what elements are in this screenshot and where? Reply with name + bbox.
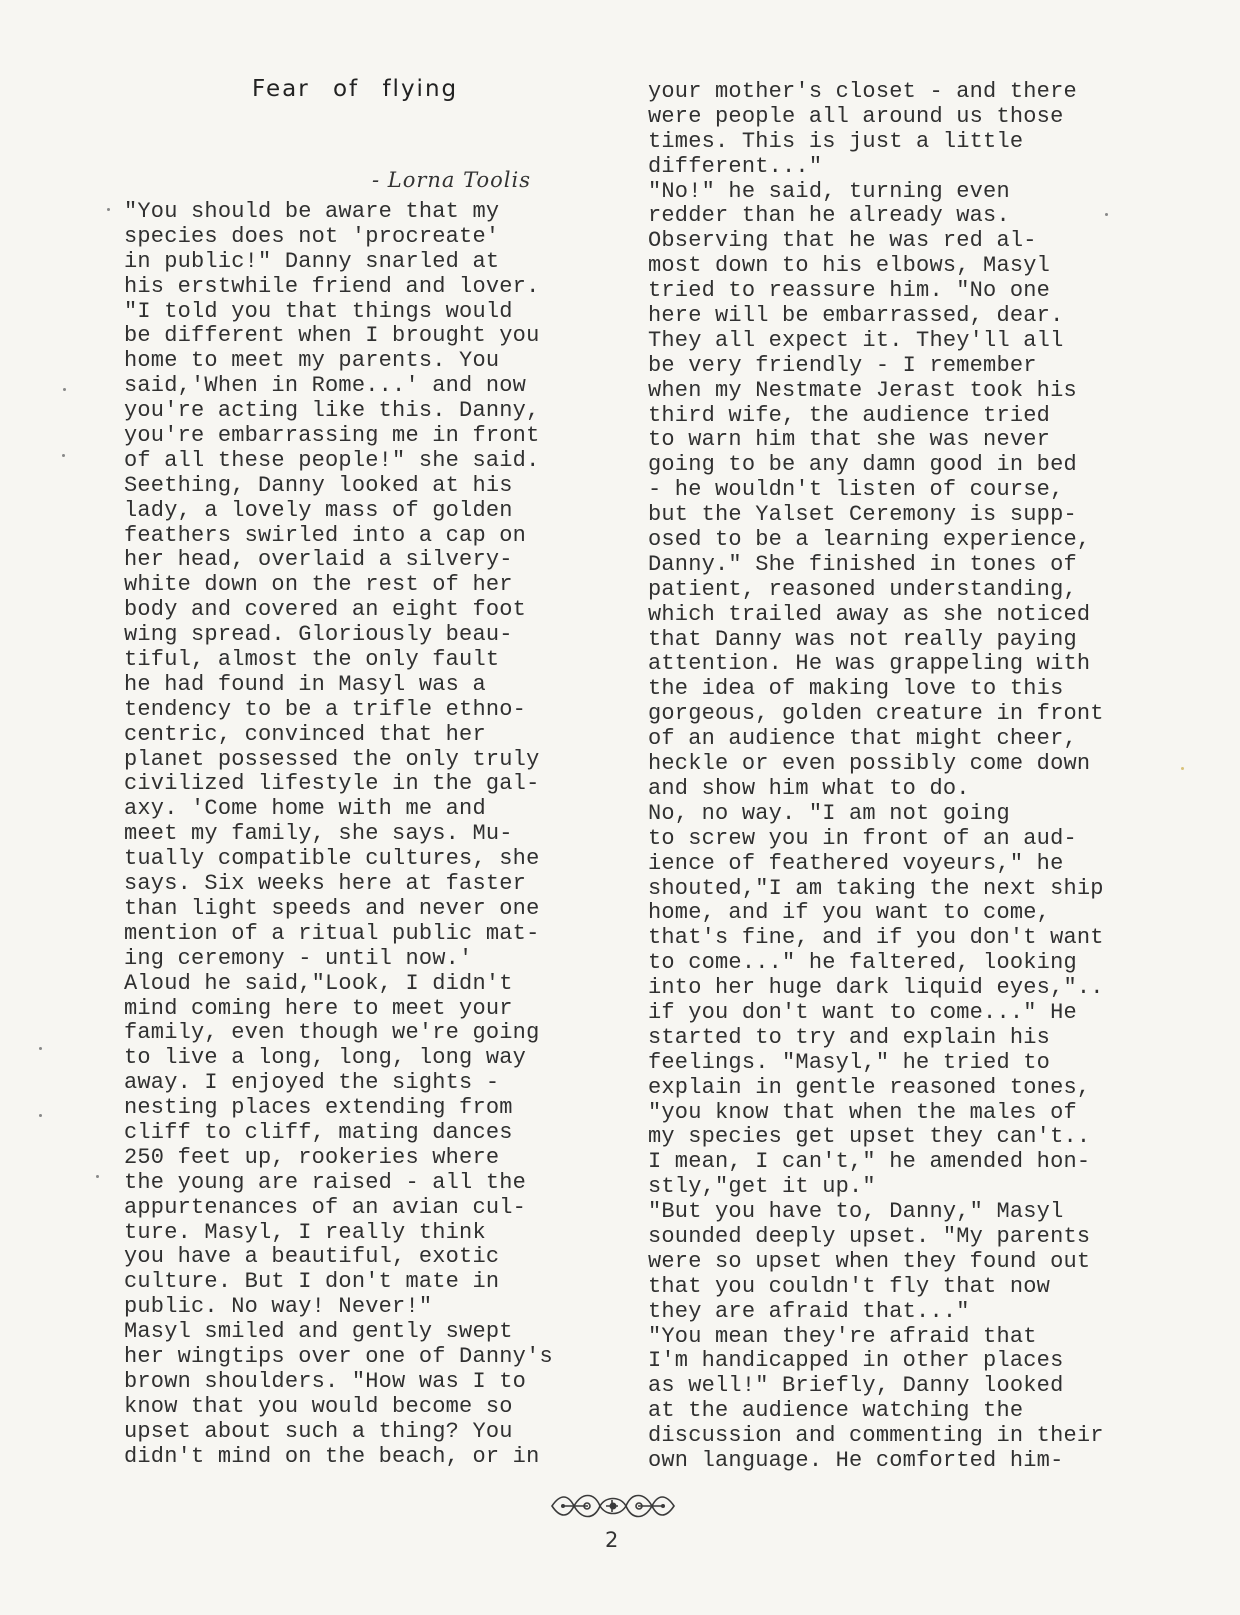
- paper-speck: [39, 1114, 42, 1117]
- text-line: shouted,"I am taking the next ship: [648, 875, 1104, 901]
- text-line: feelings. "Masyl," he tried to: [648, 1049, 1051, 1075]
- text-line: started to try and explain his: [648, 1024, 1051, 1050]
- text-line: the young are raised - all the: [124, 1169, 527, 1195]
- text-line: family, even though we're going: [124, 1020, 540, 1046]
- text-line: 250 feet up, rookeries where: [124, 1144, 500, 1170]
- text-line: but the Yalset Ceremony is supp-: [648, 502, 1077, 528]
- text-line: I'm handicapped in other places: [648, 1348, 1064, 1374]
- text-line: away. I enjoyed the sights -: [124, 1070, 500, 1096]
- text-line: says. Six weeks here at faster: [124, 871, 527, 897]
- text-line: I mean, I can't," he amended hon-: [648, 1149, 1091, 1175]
- text-line: that you couldn't fly that now: [648, 1273, 1051, 1299]
- text-line: heckle or even possibly come down: [648, 751, 1091, 777]
- text-line: were so upset when they found out: [648, 1248, 1091, 1274]
- text-line: feathers swirled into a cap on: [124, 522, 527, 548]
- text-line: "No!" he said, turning even: [648, 178, 1010, 204]
- text-line: your mother's closet - and there: [648, 79, 1077, 104]
- text-line: into her huge dark liquid eyes,"..: [648, 975, 1104, 1001]
- text-line: gorgeous, golden creature in front: [648, 701, 1104, 727]
- paper-speck: [96, 1175, 99, 1178]
- text-line: of all these people!" she said.: [124, 447, 540, 473]
- text-line: They all expect it. They'll all: [648, 327, 1064, 353]
- paper-speck: [1105, 213, 1108, 216]
- text-line: "You mean they're afraid that: [648, 1323, 1037, 1349]
- text-line: to screw you in front of an aud-: [648, 825, 1077, 851]
- text-line: times. This is just a little: [648, 128, 1024, 154]
- text-line: said,'When in Rome...' and now: [124, 373, 527, 399]
- text-line: appurtenances of an avian cul-: [124, 1194, 527, 1220]
- text-line: of an audience that might cheer,: [648, 726, 1077, 752]
- text-line: third wife, the audience tried: [648, 402, 1051, 428]
- text-line: Masyl smiled and gently swept: [124, 1319, 513, 1345]
- text-line: centric, convinced that her: [124, 721, 486, 747]
- text-line: to come..." he faltered, looking: [648, 950, 1077, 976]
- text-line: he had found in Masyl was a: [124, 671, 486, 697]
- text-line: tried to reassure him. "No one: [648, 278, 1051, 304]
- text-line: own language. He comforted him-: [648, 1447, 1064, 1473]
- text-line: be very friendly - I remember: [648, 352, 1037, 378]
- text-line: - he wouldn't listen of course,: [648, 477, 1064, 503]
- text-line: nesting places extending from: [124, 1095, 513, 1121]
- text-line: "But you have to, Danny," Masyl: [648, 1199, 1064, 1225]
- text-line: Observing that he was red al-: [648, 228, 1037, 254]
- text-line: wing spread. Gloriously beau-: [124, 622, 513, 648]
- text-line: here will be embarrassed, dear.: [648, 303, 1064, 329]
- text-line: as well!" Briefly, Danny looked: [648, 1373, 1064, 1399]
- paper-speck: [62, 454, 65, 457]
- text-line: tendency to be a trifle ethno-: [124, 696, 527, 722]
- page-number: 2: [605, 1528, 619, 1552]
- text-line: than light speeds and never one: [124, 895, 540, 921]
- text-line: his erstwhile friend and lover.: [124, 273, 540, 299]
- text-line: "You should be aware that my: [124, 199, 500, 224]
- text-line: you're acting like this. Danny,: [124, 398, 540, 424]
- text-line: tually compatible cultures, she: [124, 846, 540, 872]
- text-line: going to be any damn good in bed: [648, 452, 1077, 478]
- paper-speck: [1181, 767, 1184, 770]
- text-line: my species get upset they can't..: [648, 1124, 1091, 1150]
- text-line: brown shoulders. "How was I to: [124, 1368, 527, 1394]
- text-line: attention. He was grappeling with: [648, 651, 1091, 677]
- text-line: patient, reasoned understanding,: [648, 576, 1077, 602]
- text-line: her wingtips over one of Danny's: [124, 1343, 553, 1369]
- text-line: upset about such a thing? You: [124, 1418, 513, 1444]
- text-line: No, no way. "I am not going: [648, 800, 1010, 826]
- text-line: you have a beautiful, exotic: [124, 1244, 500, 1270]
- text-line: that Danny was not really paying: [648, 626, 1077, 652]
- text-line: most down to his elbows, Masyl: [648, 253, 1051, 279]
- text-line: public. No way! Never!": [124, 1294, 433, 1320]
- article-byline: - Lorna Toolis: [372, 168, 531, 192]
- text-line: Aloud he said,"Look, I didn't: [124, 970, 513, 996]
- text-line: Danny." She finished in tones of: [648, 551, 1077, 577]
- text-line: Seething, Danny looked at his: [124, 472, 513, 498]
- article-title: Fear of flying: [252, 76, 459, 102]
- text-line: to warn him that she was never: [648, 427, 1051, 453]
- text-line: redder than he already was.: [648, 203, 1010, 229]
- text-line: mention of a ritual public mat-: [124, 920, 540, 946]
- text-line: they are afraid that...": [648, 1298, 970, 1324]
- text-line: that's fine, and if you don't want: [648, 925, 1104, 951]
- text-line: civilized lifestyle in the gal-: [124, 771, 540, 797]
- text-line: at the audience watching the: [648, 1398, 1024, 1424]
- text-line: you're embarrassing me in front: [124, 423, 540, 449]
- text-line: ience of feathered voyeurs," he: [648, 850, 1064, 876]
- text-line: and show him what to do.: [648, 775, 970, 801]
- text-line: in public!" Danny snarled at: [124, 248, 500, 274]
- text-line: if you don't want to come..." He: [648, 999, 1077, 1025]
- text-line: body and covered an eight foot: [124, 597, 527, 623]
- flourish-ornament-icon: [548, 1488, 678, 1524]
- paper-speck: [63, 388, 66, 391]
- text-line: were people all around us those: [648, 103, 1064, 129]
- text-line: be different when I brought you: [124, 323, 540, 349]
- text-line: meet my family, she says. Mu-: [124, 821, 513, 847]
- text-line: stly,"get it up.": [648, 1174, 876, 1200]
- left-column: [124, 200, 553, 1469]
- text-line: axy. 'Come home with me and: [124, 796, 486, 822]
- text-line: cliff to cliff, mating dances: [124, 1119, 513, 1145]
- text-line: didn't mind on the beach, or in: [124, 1443, 540, 1469]
- text-line: planet possessed the only truly: [124, 746, 540, 772]
- text-line: different...": [648, 153, 823, 179]
- text-line: explain in gentle reasoned tones,: [648, 1074, 1091, 1100]
- text-line: mind coming here to meet your: [124, 995, 513, 1021]
- text-line: home, and if you want to come,: [648, 900, 1051, 926]
- text-line: osed to be a learning experience,: [648, 527, 1091, 553]
- right-column: [648, 80, 1104, 1474]
- text-line: sounded deeply upset. "My parents: [648, 1223, 1091, 1249]
- text-line: to live a long, long, long way: [124, 1045, 527, 1071]
- text-line: home to meet my parents. You: [124, 348, 500, 374]
- text-line: culture. But I don't mate in: [124, 1269, 500, 1295]
- paper-speck: [107, 208, 110, 211]
- text-line: "you know that when the males of: [648, 1099, 1077, 1125]
- paper-speck: [39, 1047, 42, 1050]
- text-line: "I told you that things would: [124, 298, 513, 324]
- text-line: ing ceremony - until now.': [124, 945, 473, 971]
- text-line: lady, a lovely mass of golden: [124, 497, 513, 523]
- text-line: discussion and commenting in their: [648, 1423, 1104, 1449]
- text-line: which trailed away as she noticed: [648, 601, 1091, 627]
- text-line: know that you would become so: [124, 1393, 513, 1419]
- text-line: tiful, almost the only fault: [124, 647, 500, 673]
- text-line: white down on the rest of her: [124, 572, 513, 598]
- text-line: her head, overlaid a silvery-: [124, 547, 513, 573]
- text-line: species does not 'procreate': [124, 223, 500, 249]
- text-line: ture. Masyl, I really think: [124, 1219, 486, 1245]
- text-line: when my Nestmate Jerast took his: [648, 377, 1077, 403]
- text-line: the idea of making love to this: [648, 676, 1064, 702]
